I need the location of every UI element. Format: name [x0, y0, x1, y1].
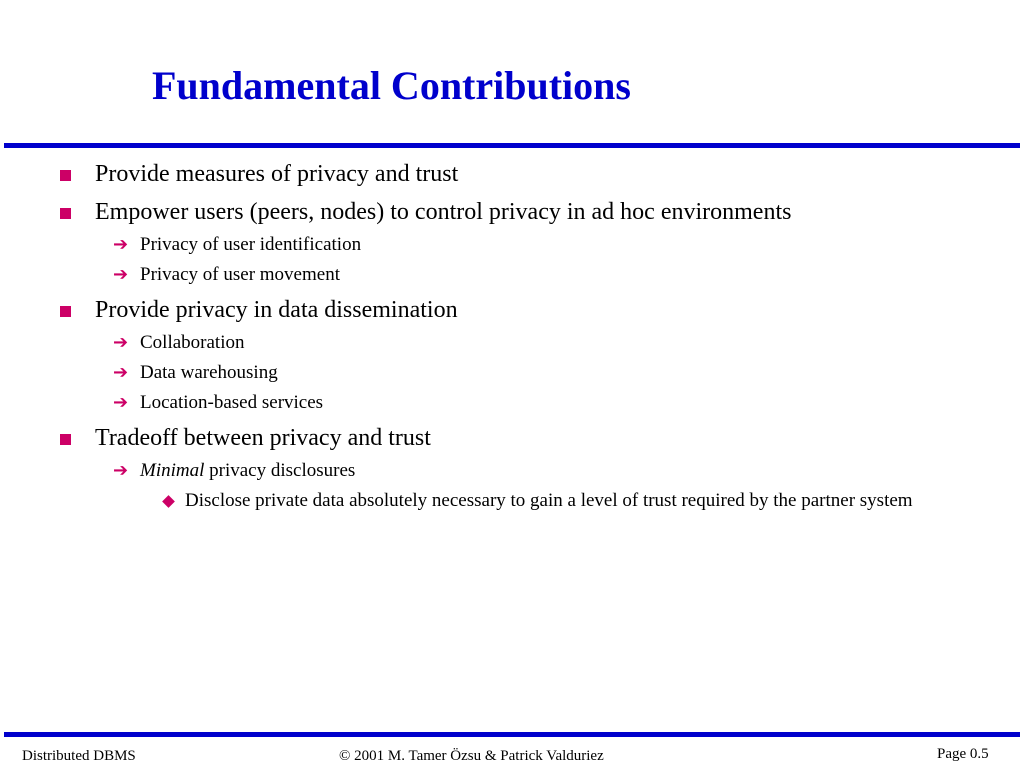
bullet-item-4: Tradeoff between privacy and trust	[95, 425, 431, 451]
sub-item-2-1: Privacy of user identification	[140, 234, 362, 255]
square-bullet-icon	[60, 306, 71, 317]
footer-page-number: Page 0.5	[937, 746, 989, 762]
square-bullet-icon	[60, 170, 71, 181]
slide-title: Fundamental Contributions	[152, 63, 631, 108]
arrow-bullet-icon: ➔	[113, 392, 129, 413]
square-bullet-icon	[60, 208, 71, 219]
sub-item-3-3: Location-based services	[140, 392, 324, 413]
bullet-item-3: Provide privacy in data dissemination	[95, 297, 458, 323]
sub-item-3-2: Data warehousing	[140, 362, 278, 383]
arrow-bullet-icon: ➔	[113, 332, 129, 353]
arrow-bullet-icon: ➔	[113, 362, 129, 383]
bullet-item-2: Empower users (peers, nodes) to control privacy in ad hoc environments	[95, 199, 792, 225]
sub-item-2-2: Privacy of user movement	[140, 264, 340, 285]
sub-item-3-1: Collaboration	[140, 332, 245, 353]
arrow-bullet-icon: ➔	[113, 460, 129, 481]
sub-item-4-1	[140, 460, 355, 482]
arrow-bullet-icon: ➔	[113, 264, 129, 285]
emphasis-text: Minimal	[140, 460, 205, 481]
sub-sub-item-4-1-1: Disclose private data absolutely necessary to gain a level of trust required by the partner system	[185, 490, 913, 511]
footer-left: Distributed DBMS	[22, 748, 136, 764]
square-bullet-icon	[60, 434, 71, 445]
diamond-bullet-icon	[162, 495, 175, 508]
arrow-bullet-icon: ➔	[113, 234, 129, 255]
footer-center: © 2001 M. Tamer Özsu & Patrick Valduriez	[339, 748, 604, 764]
bullet-item-1: Provide measures of privacy and trust	[95, 161, 459, 187]
sub-item-4-1-text: privacy disclosures	[204, 460, 356, 481]
footer-divider	[4, 732, 1020, 737]
